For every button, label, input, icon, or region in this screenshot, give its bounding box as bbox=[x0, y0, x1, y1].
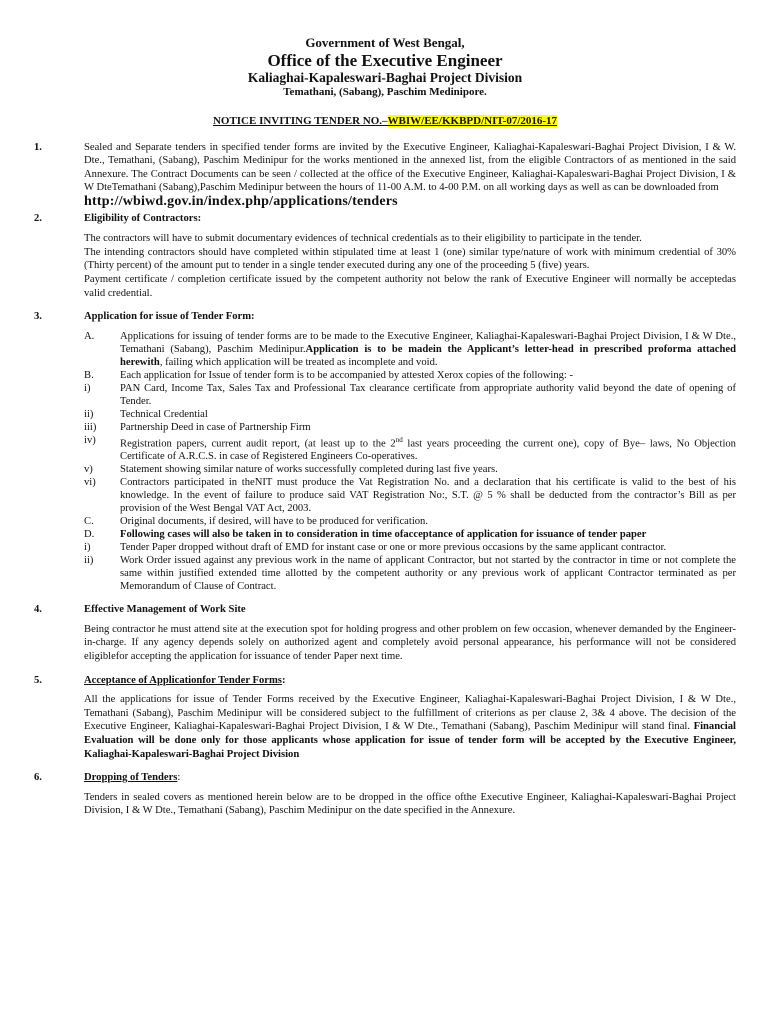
section-5-number: 5. bbox=[34, 674, 42, 686]
section-5-bold: Financial Evaluation will be done only for those applicants whose application for issue of tender form will be accepted by the Executive Engineer, Kaliaghai-Kapaleswari-Baghai Project Division bbox=[84, 721, 736, 760]
item-v bbox=[84, 463, 736, 476]
section-2 bbox=[34, 212, 736, 301]
item-ii bbox=[84, 408, 736, 421]
tender-download-link[interactable]: http://wbiwd.gov.in/index.php/applications/tenders bbox=[84, 194, 398, 210]
item-B bbox=[84, 369, 736, 382]
notice-prefix: NOTICE INVITING TENDER NO.– bbox=[212, 114, 388, 127]
item-D-ii-label: ii) bbox=[84, 555, 94, 567]
item-D-ii bbox=[84, 554, 736, 593]
item-iii bbox=[84, 421, 736, 434]
item-A-label: A. bbox=[84, 330, 95, 342]
item-D-i bbox=[84, 541, 736, 554]
item-A bbox=[84, 330, 736, 369]
notice-title bbox=[0, 115, 770, 127]
section-1-text: Sealed and Separate tenders in specified tender forms are invited by the Executive Engineer, Kaliaghai-Kapaleswari-Baghai Project Division, I & W. Dte., Temathani, (Sabang), Paschim Medinipur for the works mentioned in the annexed list, from the eligible Contractors of as mentioned in the said Annexure. The Contract Documents can be seen / collected at the office of the Executive Engineer, Kaliaghai-Kapaleswari-Baghai Project Division, I & W DteTemathani (Sabang),Paschim Medinipur between the hours of 11-00 A.M. to 4-00 P.M. on all working days as well as can be downloaded from bbox=[84, 141, 736, 194]
item-D-i-text: Tender Paper dropped without draft of EMD for instant case or one or more previous occasions by the same applicant contractor. bbox=[120, 542, 667, 554]
item-ii-label: ii) bbox=[84, 408, 94, 420]
section-5 bbox=[34, 674, 736, 762]
section-2-para-1: The contractors will have to submit documentary evidences of technical credentials as to their eligibility to participate in the tender. bbox=[84, 233, 642, 245]
item-iv-label: iv) bbox=[84, 434, 96, 446]
item-v-text: Statement showing similar nature of works successfully completed during last five years. bbox=[120, 464, 498, 476]
item-ii-text: Technical Credential bbox=[120, 408, 208, 420]
item-iv-superscript: nd bbox=[395, 435, 403, 444]
header-division: Kaliaghai-Kapaleswari-Baghai Project Division bbox=[247, 70, 523, 86]
section-3-list bbox=[84, 330, 736, 594]
section-6-title: Dropping of Tenders bbox=[84, 772, 178, 784]
item-B-text: Each application for Issue of tender form is to be accompanied by attested Xerox copies of the following: - bbox=[120, 369, 574, 381]
section-3 bbox=[34, 310, 736, 593]
section-3-number: 3. bbox=[34, 311, 42, 323]
item-C-label: C. bbox=[84, 516, 94, 528]
item-B-label: B. bbox=[84, 369, 94, 381]
item-i bbox=[84, 382, 736, 408]
section-5-text bbox=[84, 693, 736, 761]
header-government: Government of West Bengal, bbox=[305, 35, 465, 50]
section-5-colon: : bbox=[281, 674, 286, 686]
item-D-text: Following cases will also be taken in to consideration in time ofacceptance of application for issuance of tender paper bbox=[120, 529, 647, 541]
notice-ref-number: WBIW/EE/KKBPD/NIT-07/2016-17 bbox=[387, 114, 558, 127]
header-address: Temathani, (Sabang), Paschim Medinipore. bbox=[283, 86, 487, 98]
section-6-colon: : bbox=[177, 772, 181, 784]
section-4 bbox=[34, 603, 736, 663]
item-D-i-label: i) bbox=[84, 542, 91, 554]
section-2-para-2: The intending contractors should have completed within stipulated time at least 1 (one) similar type/nature of work with minimum credential of 30% (Thirty percent) of the amount put to tender in a single tender executed during any one of the proceeding 5 (five) years. bbox=[84, 246, 736, 272]
item-D-label: D. bbox=[84, 529, 95, 541]
item-vi-text: Contractors participated in theNIT must produce the Vat Registration No. and a declaration that his certificate is valid to the best of his knowledge. In the event of failure to produce said VAT Registration No:, S.T. @ 5 % shall be deducted from the contractor’s Bill as per provision of the West Bengal VAT Act, 2003. bbox=[120, 477, 736, 515]
section-1-number: 1. bbox=[34, 141, 42, 153]
item-i-text: PAN Card, Income Tax, Sales Tax and Professional Tax clearance certificate from appropriate authority valid beyond the date of opening of Tender. bbox=[120, 382, 736, 407]
item-vi bbox=[84, 476, 736, 515]
header-office: Office of the Executive Engineer bbox=[267, 50, 503, 70]
section-6-number: 6. bbox=[34, 772, 42, 784]
section-2-number: 2. bbox=[34, 212, 42, 224]
item-i-label: i) bbox=[84, 382, 91, 394]
item-iv-text: Registration papers, current audit report, (at least up to the 2 bbox=[120, 438, 396, 450]
item-C bbox=[84, 515, 736, 528]
section-2-title: Eligibility of Contractors: bbox=[84, 212, 202, 224]
item-iii-text: Partnership Deed in case of Partnership Firm bbox=[120, 421, 311, 433]
item-v-label: v) bbox=[84, 464, 93, 476]
item-A-text-end: , failing which application will be treated as incomplete and void. bbox=[159, 356, 438, 368]
item-A-bold: Application is to be madein the Applicant’s letter-head in prescribed proforma attached herewith bbox=[120, 343, 736, 368]
item-iv bbox=[84, 434, 736, 464]
item-iii-label: iii) bbox=[84, 421, 97, 433]
section-4-number: 4. bbox=[34, 604, 42, 616]
item-D-ii-text: Work Order issued against any previous work in the name of applicant Contractor, but not started by the contractor in time or not complete the same within justified extended time allotted by the competent authority or any previous work of applicant Contractor terminated as per Memorandum of Clause of Contract. bbox=[120, 555, 736, 593]
item-C-text: Original documents, if desired, will have to be produced for verification. bbox=[120, 516, 429, 528]
section-6 bbox=[34, 771, 736, 818]
section-3-title: Application for issue of Tender Form: bbox=[84, 311, 255, 323]
item-iv-text-end: last years proceeding the current one), copy of Bye– laws, No Objection Certificate of A.R.C.S. in case of Registered Engineers Co-operatives. bbox=[120, 438, 736, 463]
section-6-text: Tenders in sealed covers as mentioned herein below are to be dropped in the office ofthe Executive Engineer, Kaliaghai-Kapaleswari-Baghai Project Division, I & W Dte., Temathani (Sabang), Paschim Medinipur on the date specified in the Annexure. bbox=[84, 791, 736, 817]
item-vi-label: vi) bbox=[84, 477, 96, 489]
section-5-body: All the applications for issue of Tender Forms received by the Executive Engineer, Kaliaghai-Kapaleswari-Baghai Project Division, I & W Dte., Temathani (Sabang), Paschim Medinipur will be considered subject to the fulfillment of criterions as per clause 2, 3& 4 above. The decision of the Executive Engineer, Kaliaghai-Kapaleswari-Baghai Project Division, I & W Dte., Temathani (Sabang), Paschim Medinipur will stand final. bbox=[84, 694, 736, 733]
section-4-title: Effective Management of Work Site bbox=[84, 604, 246, 616]
item-A-text: Applications for issuing of tender forms are to be made to the Executive Engineer, Kaliaghai-Kapaleswari-Baghai Project Division, I & W Dte., Temathani (Sabang), Paschim Medinipur. bbox=[120, 330, 736, 355]
section-5-title: Acceptance of Applicationfor Tender Forms bbox=[84, 674, 282, 686]
section-2-para-3: Payment certificate / completion certificate issued by the competent authority not below the rank of Executive Engineer will normally be acceptedas valid credential. bbox=[84, 273, 736, 299]
item-D bbox=[84, 528, 736, 541]
section-4-text: Being contractor he must attend site at the execution spot for holding progress and other problem on few occasion, whenever demanded by the Engineer-in-charge. If any agency depends solely on authorized agent and completely avoid personal appearance, his performance will not be considered eligiblefor accepting the application for issuance of tender Paper next time. bbox=[84, 623, 736, 663]
section-1 bbox=[34, 141, 736, 210]
